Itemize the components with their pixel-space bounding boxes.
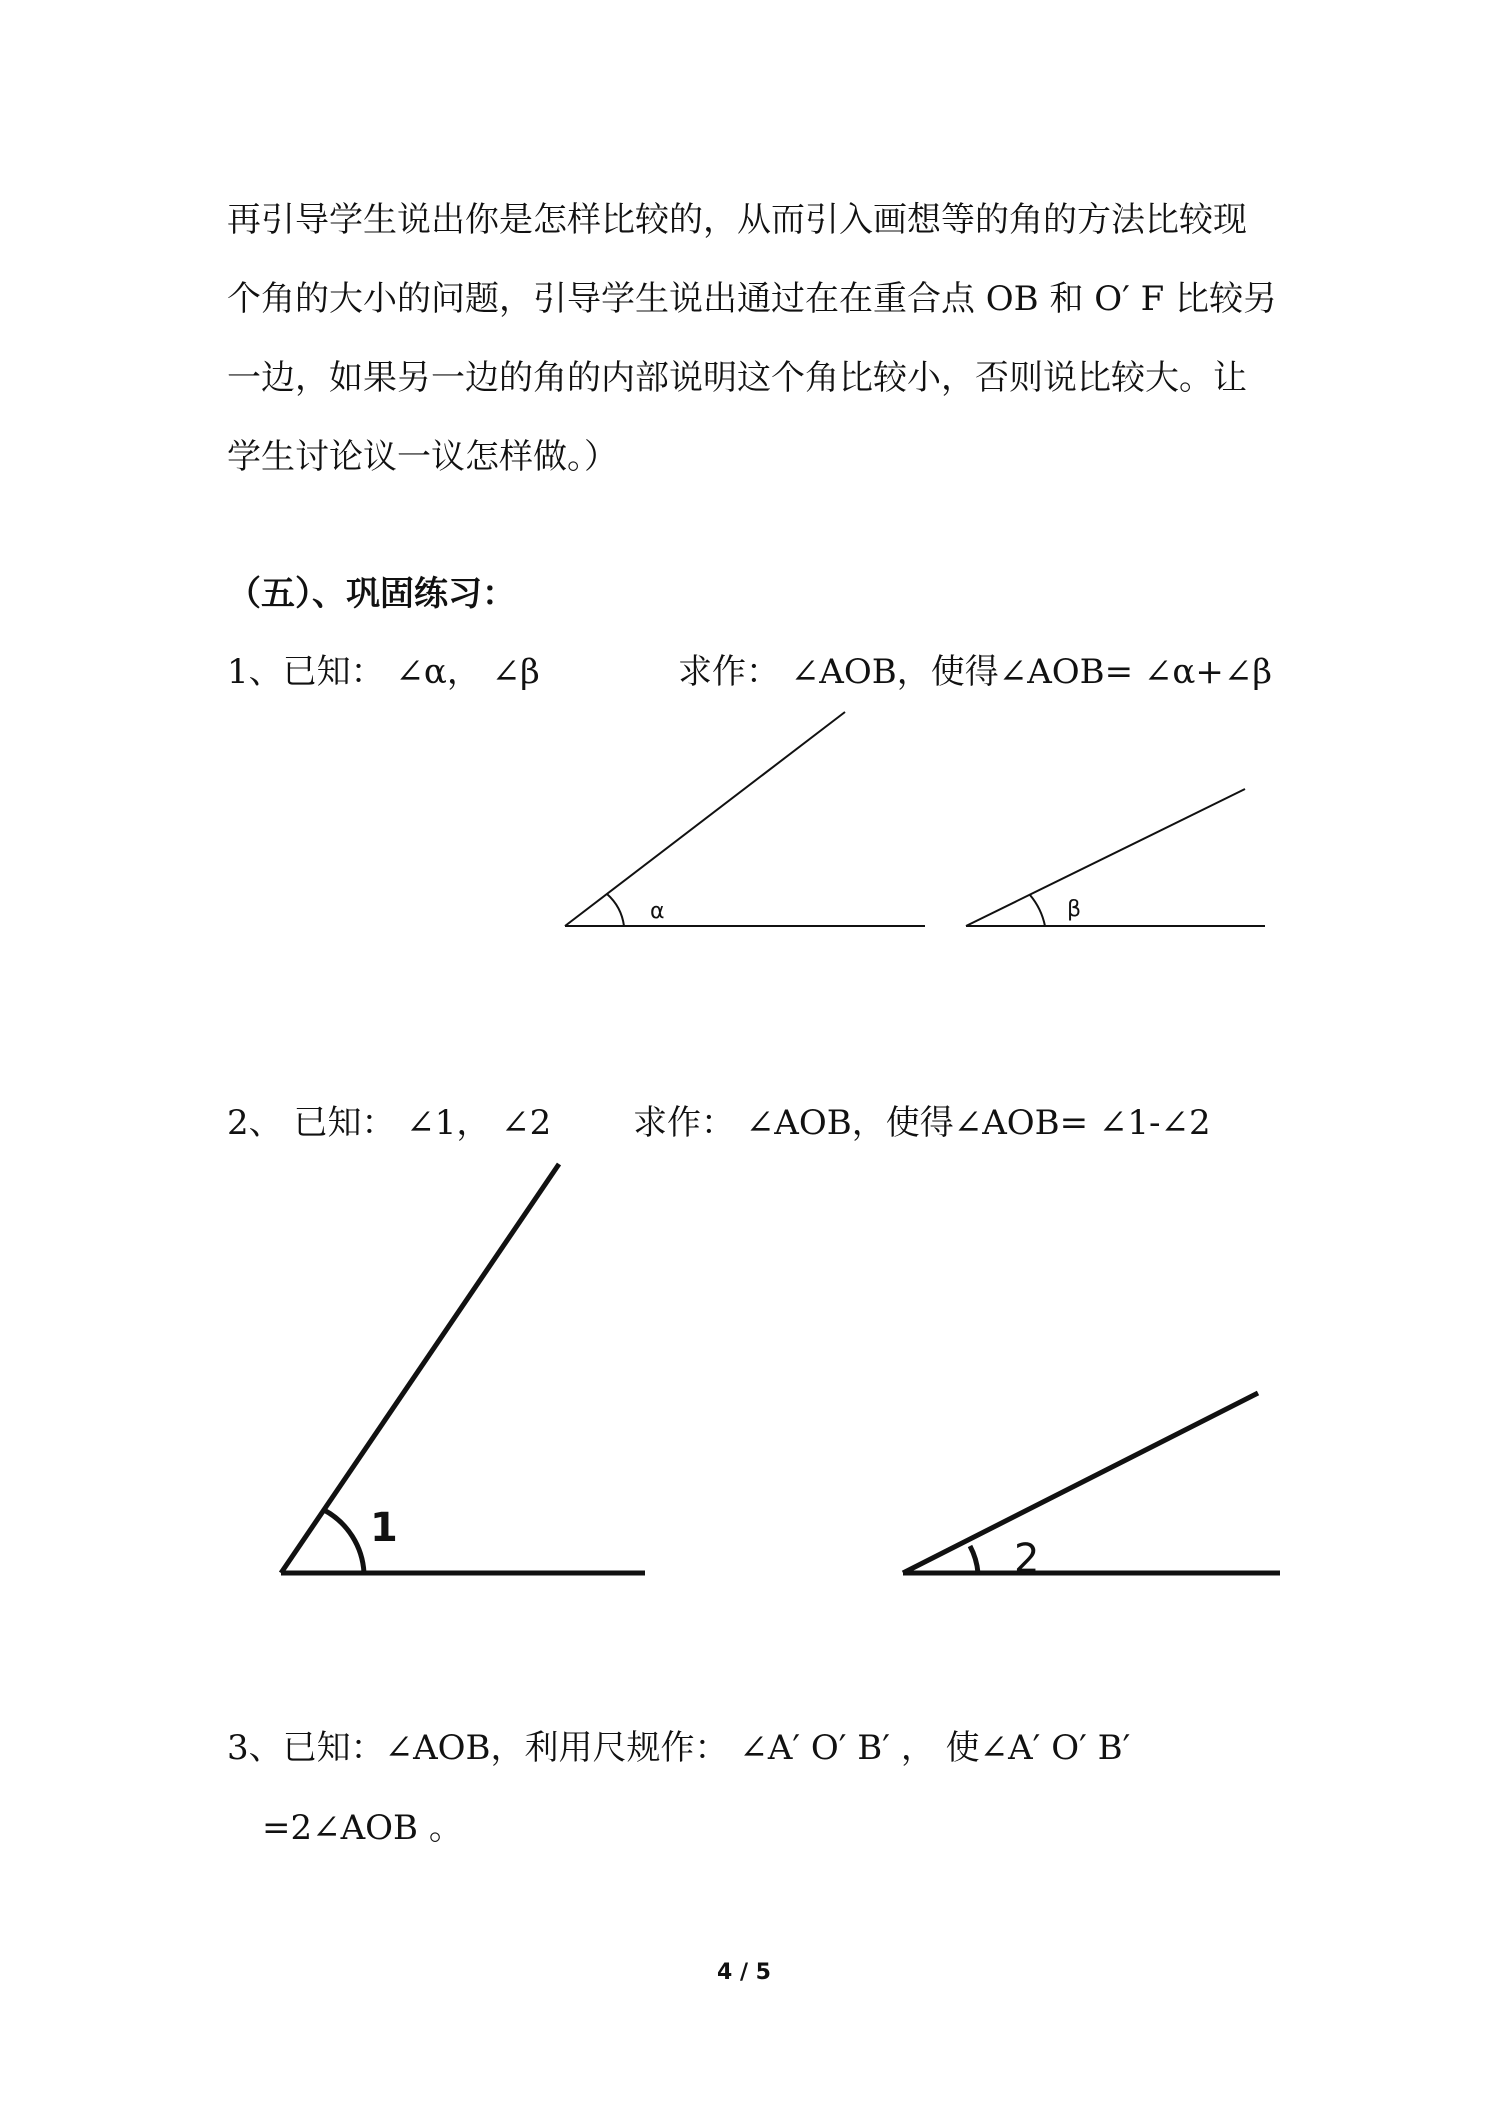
q2-given: 2、 已知： ∠1， ∠2 — [227, 1103, 552, 1143]
intro-line-2: 个角的大小的问题，引导学生说出通过在在重合点 OB 和 O′ F 比较另 — [227, 279, 1278, 319]
angle-2-label: 2 — [1014, 1536, 1040, 1582]
q1-construct: 求作： ∠AOB，使得∠AOB= ∠α+∠β — [678, 652, 1272, 692]
q3-line-1: 3、已知：∠AOB，利用尺规作： ∠A′ O′ B′ ， 使∠A′ O′ B′ — [227, 1728, 1131, 1768]
q2-construct: 求作： ∠AOB，使得∠AOB= ∠1-∠2 — [633, 1103, 1211, 1143]
page-number: 4 / 5 — [717, 1960, 771, 1985]
intro-line-3: 一边，如果另一边的角的内部说明这个角比较小，否则说比较大。让 — [227, 358, 1247, 398]
angle-1-figure — [281, 1164, 645, 1573]
angle-2-figure — [903, 1393, 1280, 1573]
section-heading: （五）、巩固练习： — [227, 574, 516, 614]
q1-given: 1、已知： ∠α， ∠β — [227, 652, 540, 692]
q3-line-2: =2∠AOB 。 — [262, 1808, 463, 1848]
intro-line-4: 学生讨论议一议怎样做。） — [227, 437, 618, 477]
alpha-label: α — [650, 899, 665, 924]
angle-beta-figure — [966, 789, 1265, 926]
angle-alpha-figure — [565, 712, 925, 926]
angle-1-label: 1 — [370, 1505, 398, 1551]
intro-line-1: 再引导学生说出你是怎样比较的，从而引入画想等的角的方法比较现 — [227, 200, 1247, 240]
beta-label: β — [1067, 897, 1082, 922]
